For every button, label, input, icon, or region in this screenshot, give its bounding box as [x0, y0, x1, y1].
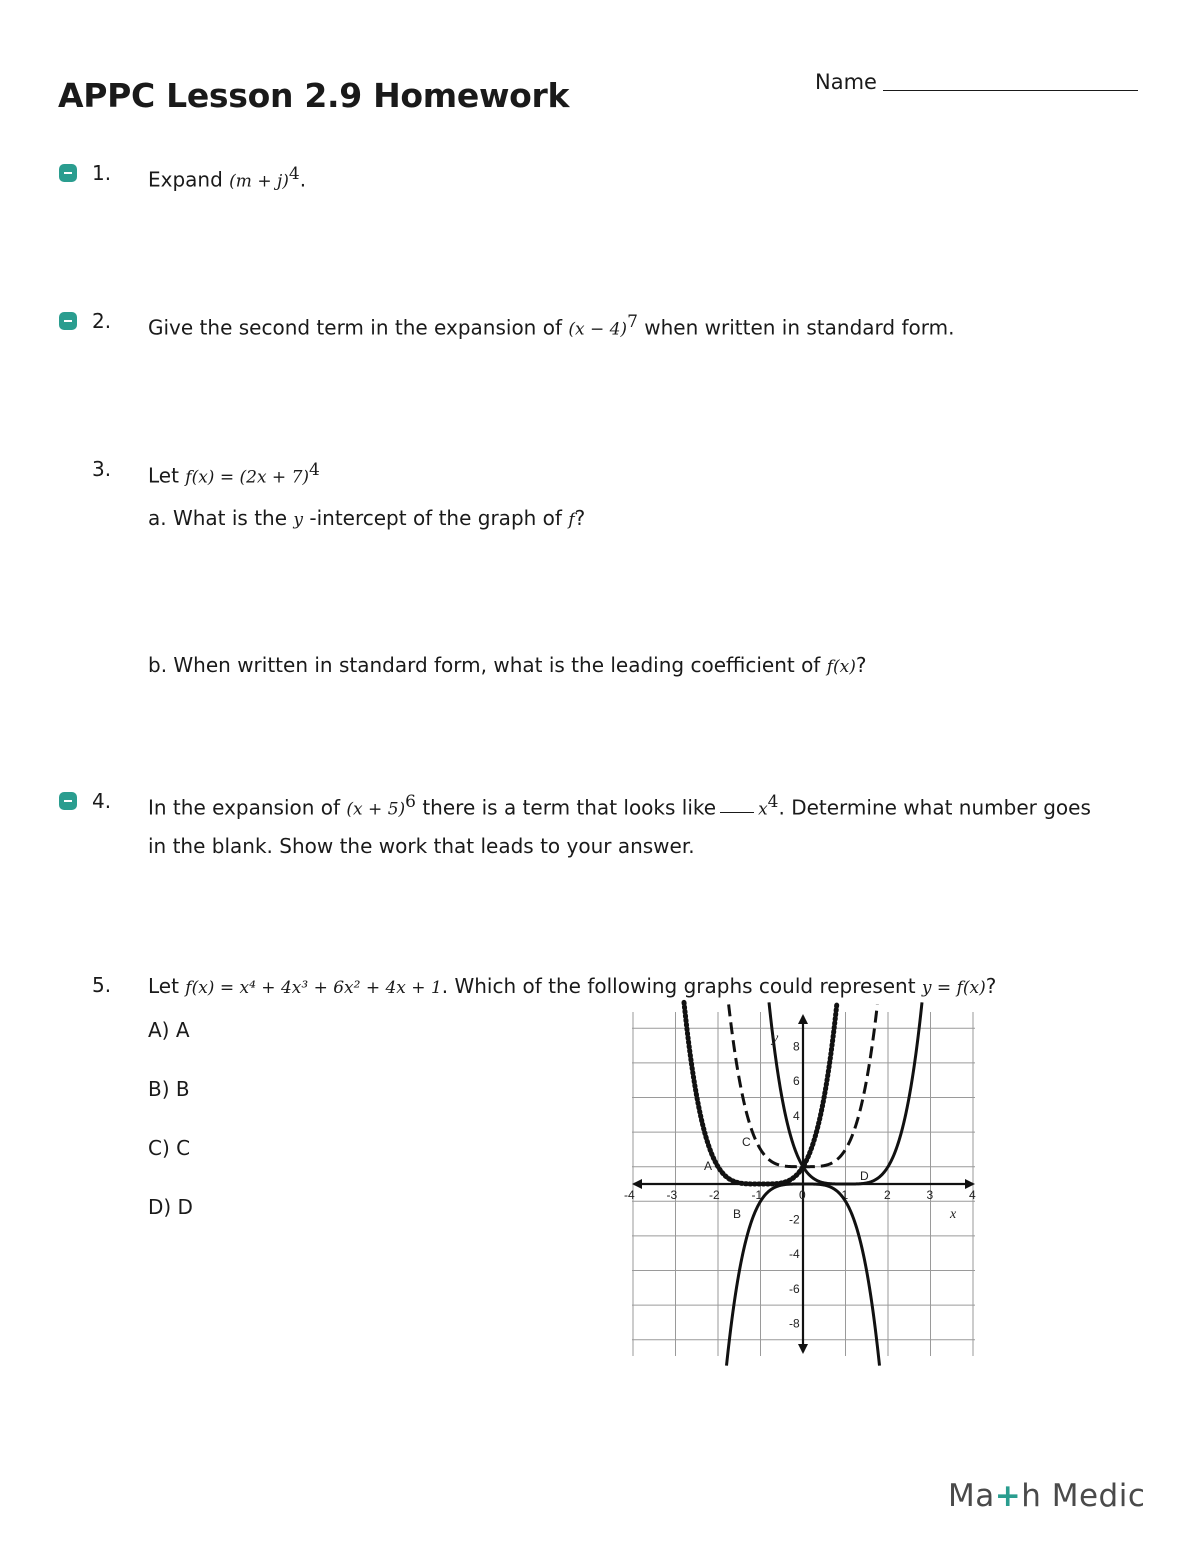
- question-part-a: a. What is the y -intercept of the graph of f?: [148, 506, 586, 530]
- y-tick-label: 4: [793, 1108, 800, 1123]
- y-tick-label: 6: [793, 1074, 800, 1089]
- math-medic-logo: Ma+h Medic: [948, 1478, 1146, 1514]
- question-text: Let $f(x) = (2x + 7)^4$: [148, 460, 320, 488]
- question-text: In the expansion of $(x + 5)^6$ there is a term that looks like $x^4$. Determine what number goes in the blank. Show the work that leads to your answer.: [148, 792, 1091, 858]
- x-tick-label: 2: [884, 1188, 891, 1202]
- y-tick-label: -6: [789, 1281, 800, 1296]
- y-axis-arrow-down: [798, 1344, 808, 1354]
- y-tick-label: -8: [789, 1316, 800, 1331]
- x-tick-label: -3: [666, 1188, 678, 1202]
- curve-label-d: D: [860, 1169, 869, 1183]
- x-tick-label: 4: [969, 1188, 976, 1202]
- choice-d[interactable]: D) D: [148, 1195, 193, 1219]
- choice-a[interactable]: A) A: [148, 1018, 190, 1042]
- question-text: Give the second term in the expansion of $(x - 4)^7$ when written in standard form.: [148, 312, 955, 340]
- question-part-b: b. When written in standard form, what is the leading coefficient of f(x)?: [148, 653, 867, 677]
- page-title: APPC Lesson 2.9 Homework: [58, 76, 570, 115]
- choice-b[interactable]: B) B: [148, 1077, 190, 1101]
- x-axis-label: x: [950, 1207, 957, 1222]
- question-number: 3.: [92, 457, 112, 481]
- question-text: Expand $(m + j)^4$.: [148, 164, 307, 192]
- x-tick-label: -2: [709, 1188, 720, 1202]
- y-axis-arrow-up: [798, 1014, 808, 1024]
- question-number: 1.: [92, 161, 112, 185]
- question-number: 4.: [92, 789, 112, 813]
- question-text: Let f(x) = x⁴ + 4x³ + 6x² + 4x + 1. Which of the following graphs could represent y = f(x)?: [148, 974, 997, 998]
- minus-badge-icon[interactable]: [59, 164, 77, 182]
- x-tick-label: 0: [799, 1188, 806, 1202]
- question-number: 2.: [92, 309, 112, 333]
- x-tick-label: 1: [841, 1188, 849, 1202]
- curve-label-a: A: [704, 1159, 713, 1173]
- curve-label-c: C: [742, 1135, 751, 1149]
- answer-blank: [720, 812, 754, 813]
- y-tick-label: 8: [793, 1039, 800, 1054]
- x-tick-label: 3: [926, 1188, 934, 1202]
- minus-badge-icon[interactable]: [59, 312, 77, 330]
- polynomial-graph: [624, 1012, 976, 1356]
- name-label: Name: [815, 70, 877, 94]
- x-tick-label: -4: [624, 1188, 635, 1202]
- choice-c[interactable]: C) C: [148, 1136, 191, 1160]
- x-tick-label: -1: [751, 1188, 763, 1202]
- y-tick-label: -4: [789, 1247, 800, 1262]
- y-axis-label: y: [772, 1031, 779, 1046]
- name-field[interactable]: [815, 70, 1138, 94]
- name-blank-line[interactable]: [883, 90, 1138, 91]
- question-number: 5.: [92, 973, 112, 997]
- curve-label-b: B: [733, 1207, 742, 1221]
- minus-badge-icon[interactable]: [59, 792, 77, 810]
- y-tick-label: -2: [789, 1212, 800, 1227]
